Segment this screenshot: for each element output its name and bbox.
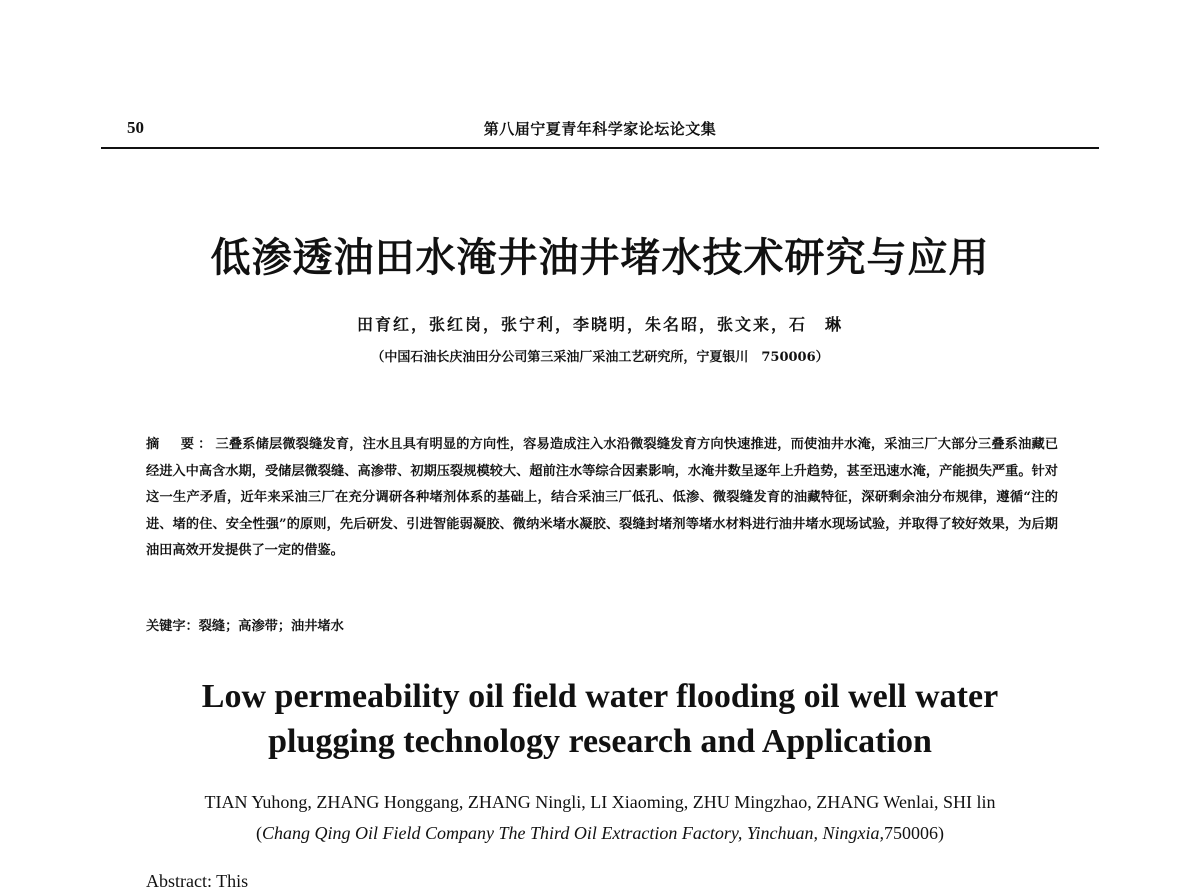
title-english-line-1: Low permeability oil field water flooding oil well water <box>201 678 999 715</box>
abstract-chinese <box>146 432 1058 565</box>
abstract-text: 三叠系储层微裂缝发育，注水且具有明显的方向性，容易造成注入水沿微裂缝发育方向快速推进，而使油井水淹，采油三厂大部分三叠系油藏已经进入中高含水期，受储层微裂缝、高渗带、初期压裂规模较大、超前注水等综合因素影响，水淹井数呈逐年上升趋势，甚至迅速水淹，产能损失严重。针对这一生产矛盾，近年来采油三厂在充分调研各种堵剂体系的基础上，结合采油三厂低孔、低渗、微裂缝发育的油藏特征，深研剩余油分布规律，遵循“注的进、堵的住、安全性强”的原则，先后研发、引进智能弱凝胶、微纳米堵水凝胶、裂缝封堵剂等堵水材料进行油井堵水现场试验，并取得了较好效果，为后期油田高效开发提供了一定的借鉴。 <box>146 437 1059 558</box>
affiliation-english-name: Chang Qing Oil Field Company The Third Oil Extraction Factory, Yinchuan, Ningxia, <box>262 823 884 843</box>
header-rule <box>101 147 1099 149</box>
running-header: 第八届宁夏青年科学家论坛论文集 <box>483 120 717 138</box>
abstract-english-cut-line: Abstract: This <box>146 871 249 891</box>
affiliation-english-code: 750006 <box>883 823 938 843</box>
page-number: 50 <box>127 118 144 137</box>
keywords-text: 裂缝；高渗带；油井堵水 <box>198 619 344 634</box>
abstract-label: 摘 要： <box>146 437 216 452</box>
keywords-chinese <box>146 615 344 634</box>
affiliation-close-paren: ) <box>937 823 944 843</box>
affiliation-open-paren: ( <box>256 823 263 843</box>
title-english-line-2: plugging technology research and Application <box>268 723 932 760</box>
authors-english: TIAN Yuhong, ZHANG Honggang, ZHANG Ningli, LI Xiaoming, ZHU Mingzhao, ZHANG Wenlai, SHI lin <box>204 792 996 812</box>
keywords-label: 关键字： <box>146 619 199 634</box>
title-chinese: 低渗透油田水淹井油井堵水技术研究与应用 <box>210 234 990 281</box>
affiliation-chinese: （中国石油长庆油田分公司第三采油厂采油工艺研究所，宁夏银川 750006） <box>371 350 829 365</box>
affiliation-english <box>0 823 1200 844</box>
title-english <box>0 674 1200 764</box>
authors-chinese: 田育红，张红岗，张宁利，李晓明，朱名昭，张文来，石 琳 <box>356 315 843 334</box>
